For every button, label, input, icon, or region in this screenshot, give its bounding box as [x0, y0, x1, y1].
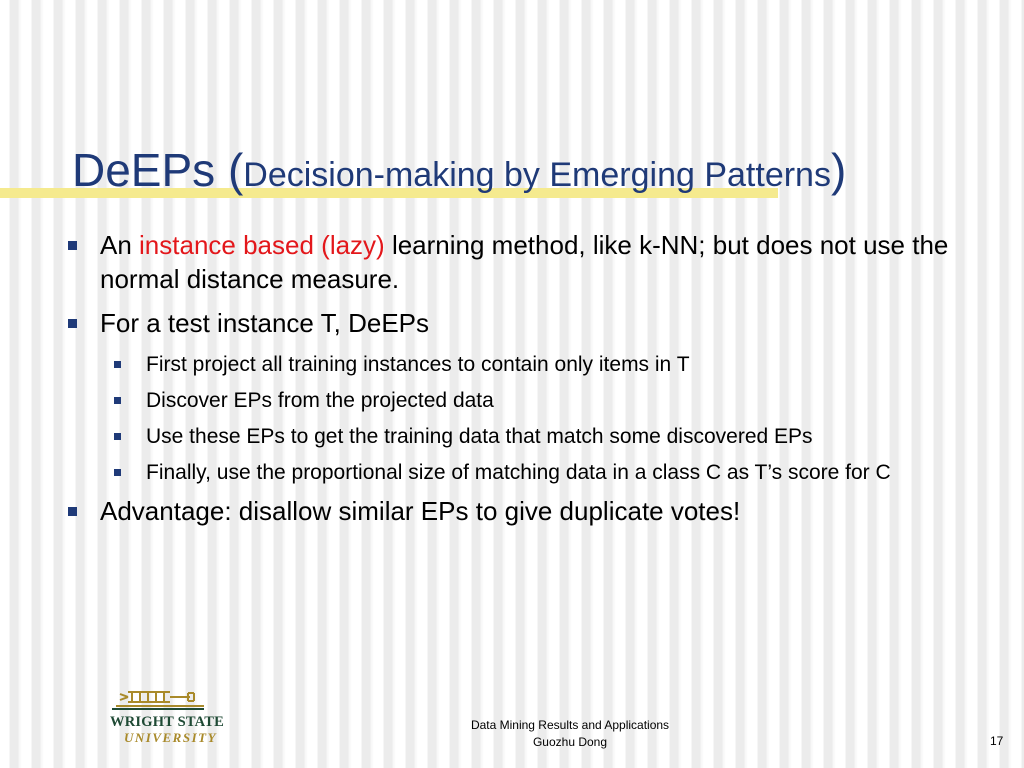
- slide-title: [72, 140, 846, 205]
- wright-flyer-logo-icon: [108, 688, 208, 712]
- logo-text-wright-state: WRIGHT STATE: [110, 714, 225, 730]
- square-bullet-icon: [68, 319, 77, 328]
- square-bullet-icon: [68, 507, 77, 516]
- sub-bullet-text: Use these EPs to get the training data that match some discovered EPs: [146, 425, 813, 448]
- bullet-list: [62, 228, 962, 538]
- square-bullet-icon: [114, 397, 121, 404]
- bullet-item-lazy-learning: [62, 228, 962, 296]
- square-bullet-icon: [114, 433, 121, 440]
- wright-state-logo: [108, 688, 233, 748]
- bullet-text: Advantage: disallow similar EPs to give duplicate votes!: [100, 496, 741, 526]
- logo-text-university: UNIVERSITY: [124, 730, 218, 745]
- bullet-text-pre: An: [100, 230, 140, 260]
- bullet-item-test-instance: [62, 306, 962, 340]
- highlighted-text: instance based (lazy): [139, 230, 385, 260]
- title-main: DeEPs (: [72, 144, 244, 196]
- page-number: 17: [990, 734, 1004, 748]
- footer-course-title: Data Mining Results and Applications: [470, 718, 670, 732]
- bullet-text-post: learning method, like k-NN; but does not use the normal distance measure.: [100, 230, 949, 294]
- sub-bullet-list: [62, 350, 962, 488]
- sub-bullet-item: [114, 458, 962, 488]
- bullet-item-advantage: [62, 494, 962, 528]
- bullet-text: For a test instance T, DeEPs: [100, 308, 429, 338]
- square-bullet-icon: [114, 469, 121, 476]
- sub-bullet-text: First project all training instances to contain only items in T: [146, 353, 690, 376]
- slide-footer: [420, 717, 720, 751]
- sub-bullet-item: [114, 350, 962, 380]
- title-close-paren: ): [830, 144, 847, 196]
- sub-bullet-text: Finally, use the proportional size of matching data in a class C as T’s score for C: [146, 461, 891, 484]
- square-bullet-icon: [68, 241, 77, 250]
- square-bullet-icon: [114, 361, 121, 368]
- sub-bullet-item: [114, 422, 962, 452]
- sub-bullet-text: Discover EPs from the projected data: [146, 389, 494, 412]
- footer-author: Guozhu Dong: [532, 735, 608, 749]
- title-subtitle: Decision-making by Emerging Patterns: [243, 156, 831, 194]
- sub-bullet-item: [114, 386, 962, 416]
